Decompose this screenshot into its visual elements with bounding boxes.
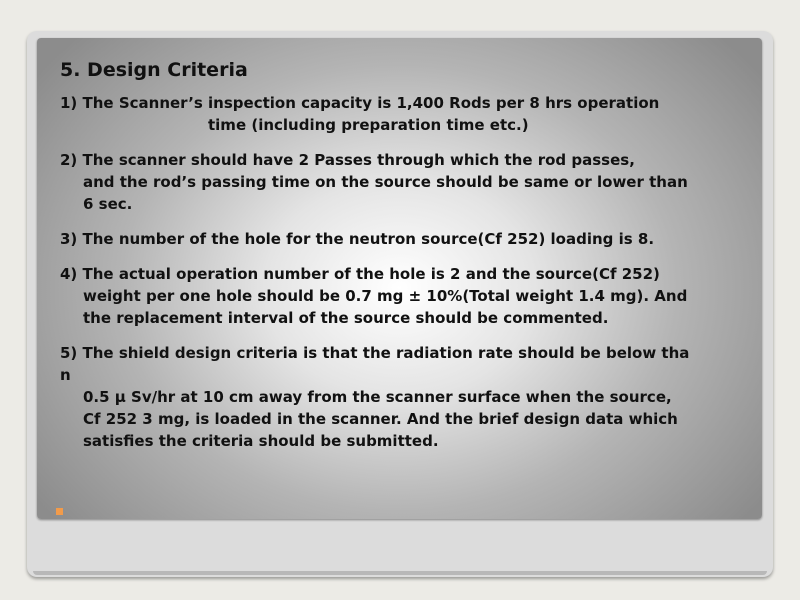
criterion-line: 4) The actual operation number of the hole is 2 and the source(Cf 252) (60, 265, 660, 283)
criterion-line: 1) The Scanner’s inspection capacity is 1,400 Rods per 8 hrs operation (60, 94, 660, 112)
criterion-1 (60, 92, 765, 136)
slide-text (60, 57, 765, 465)
criterion-3 (60, 228, 765, 250)
criterion-5 (60, 342, 765, 452)
criterion-line: the replacement interval of the source should be commented. (83, 309, 609, 327)
criterion-line: n (60, 366, 71, 384)
criterion-line: 5) The shield design criteria is that the radiation rate should be below tha (60, 344, 690, 362)
criterion-line: satisfies the criteria should be submitted. (83, 432, 439, 450)
criterion-line: and the rod’s passing time on the source should be same or lower than (83, 173, 688, 191)
criterion-line: Cf 252 3 mg, is loaded in the scanner. And the brief design data which (83, 410, 678, 428)
criterion-line: 0.5 μ Sv/hr at 10 cm away from the scanner surface when the source, (83, 388, 672, 406)
criterion-line: 6 sec. (83, 195, 133, 213)
criterion-4 (60, 263, 765, 329)
criterion-2 (60, 149, 765, 215)
slide-title: 5. Design Criteria (60, 59, 248, 81)
criterion-line: weight per one hole should be 0.7 mg ± 10%(Total weight 1.4 mg). And (83, 287, 688, 305)
empty-bullet-marker (56, 508, 63, 515)
criterion-line: 3) The number of the hole for the neutron source(Cf 252) loading is 8. (60, 230, 655, 248)
criterion-line: 2) The scanner should have 2 Passes through which the rod passes, (60, 151, 635, 169)
criterion-line: time (including preparation time etc.) (208, 116, 529, 134)
